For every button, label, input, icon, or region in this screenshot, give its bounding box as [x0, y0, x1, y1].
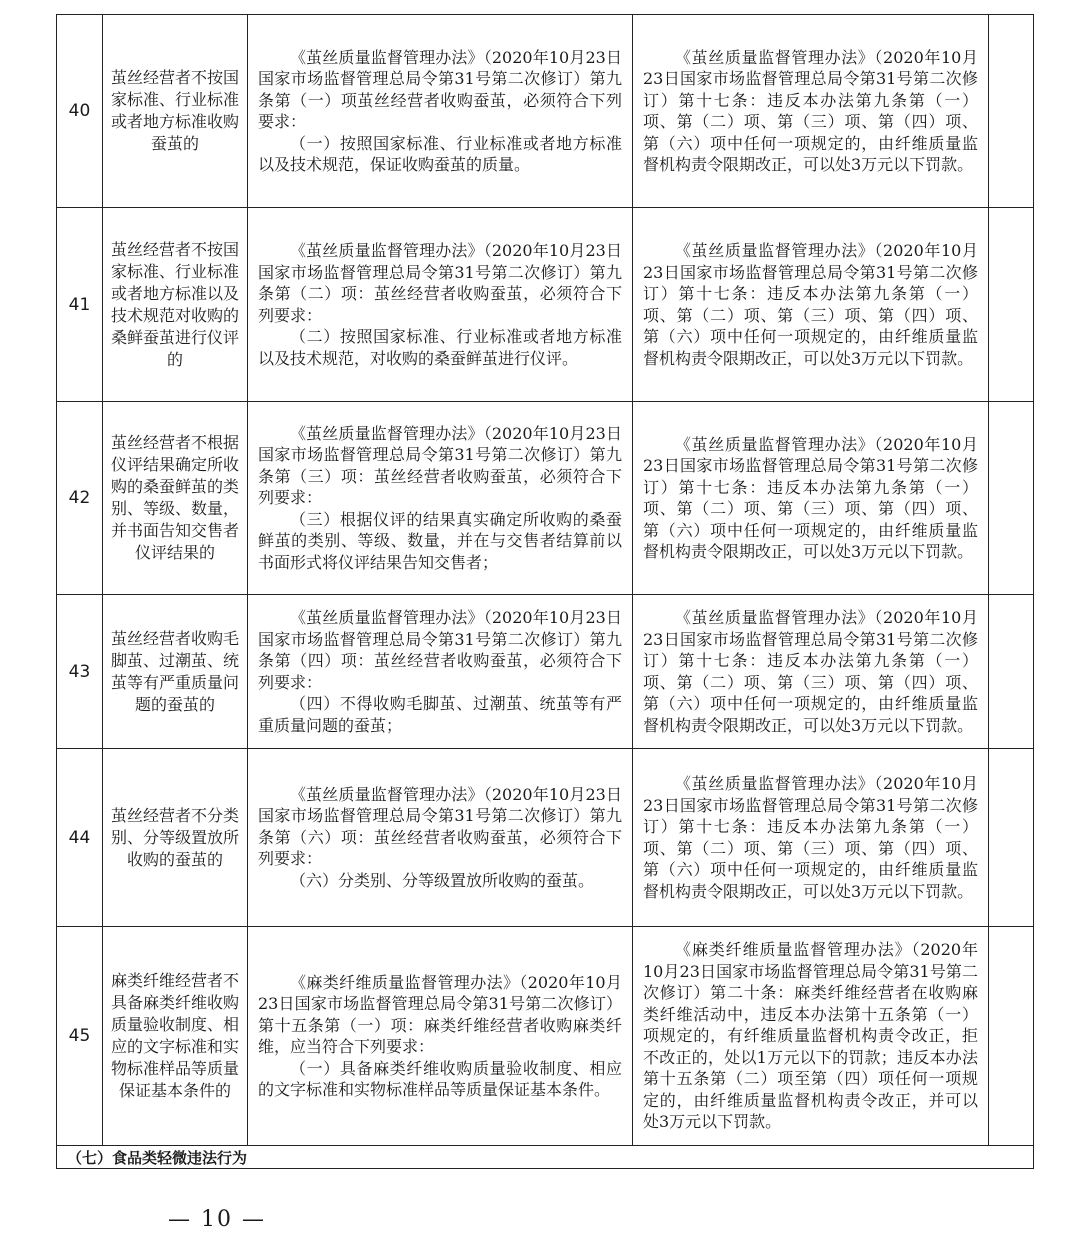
legal-basis-intro: 《茧丝质量监督管理办法》（2020年10月23日国家市场监督管理总局令第31号第二次修订）第九条第（二）项：茧丝经营者收购蚕茧，必须符合下列要求：	[258, 241, 622, 325]
legal-basis-intro: 《茧丝质量监督管理办法》（2020年10月23日国家市场监督管理总局令第31号第二次修订）第九条第（六）项：茧丝经营者收购蚕茧，必须符合下列要求：	[258, 784, 622, 869]
legal-basis-item: （四）不得收购毛脚茧、过潮茧、统茧等有严重质量问题的蚕茧；	[258, 694, 622, 735]
legal-basis	[248, 927, 633, 1146]
row-number: 43	[57, 595, 103, 749]
row-number: 44	[57, 749, 103, 927]
penalty-provision: 《茧丝质量监督管理办法》（2020年10月23日国家市场监督管理总局令第31号第二次修订）第十七条：违反本办法第九条第（一）项、第（二）项、第（三）项、第（四）项、第（六）项中任何一项规定的，由纤维质量监督机构责令限期改正，可以处3万元以下罚款。	[633, 15, 989, 208]
legal-basis-intro: 《茧丝质量监督管理办法》（2020年10月23日国家市场监督管理总局令第31号第二次修订）第九条第（三）项：茧丝经营者收购蚕茧，必须符合下列要求：	[258, 423, 622, 508]
violation-description: 茧丝经营者不按国家标准、行业标准或者地方标准以及技术规范对收购的桑鲜蚕茧进行仪评的	[103, 208, 248, 402]
penalty-provision: 《茧丝质量监督管理办法》（2020年10月23日国家市场监督管理总局令第31号第二次修订）第十七条：违反本办法第九条第（一）项、第（二）项、第（三）项、第（四）项、第（六）项中任何一项规定的，由纤维质量监督机构责令限期改正，可以处3万元以下罚款。	[633, 749, 989, 927]
table-row	[57, 927, 1034, 1146]
table-row	[57, 208, 1034, 402]
section-heading-row	[57, 1146, 1034, 1169]
legal-basis-intro: 《茧丝质量监督管理办法》（2020年10月23日国家市场监督管理总局令第31号第二次修订）第九条第（四）项：茧丝经营者收购蚕茧，必须符合下列要求：	[258, 608, 622, 692]
legal-basis	[248, 402, 633, 595]
penalty-provision: 《麻类纤维质量监督管理办法》（2020年10月23日国家市场监督管理总局令第31号第二次修订）第二十条：麻类纤维经营者在收购麻类纤维活动中，违反本办法第十五条第（一）项规定的，有纤维质量监督机构责令改正，拒不改正的，处以1万元以下的罚款；违反本办法第十五条第（二）项至第（四）项任何一项规定的，由纤维质量监督机构责令改正，并可以处3万元以下罚款。	[633, 927, 989, 1146]
table-row	[57, 15, 1034, 208]
row-number: 40	[57, 15, 103, 208]
legal-basis	[248, 749, 633, 927]
legal-basis-intro: 《麻类纤维质量监督管理办法》（2020年10月23日国家市场监督管理总局令第31号第二次修订）第十五条第（一）项：麻类纤维经营者收购麻类纤维，应当符合下列要求：	[258, 972, 622, 1056]
section-heading: （七）食品类轻微违法行为	[57, 1146, 1034, 1169]
row-number: 41	[57, 208, 103, 402]
legal-basis-item: （六）分类别、分等级置放所收购的蚕茧。	[290, 870, 595, 890]
empty-cell	[989, 595, 1034, 749]
empty-cell	[989, 749, 1034, 927]
legal-basis	[248, 15, 633, 208]
page-number: — 10 —	[168, 1207, 266, 1232]
table-row	[57, 402, 1034, 595]
penalty-provision: 《茧丝质量监督管理办法》（2020年10月23日国家市场监督管理总局令第31号第二次修订）第十七条：违反本办法第九条第（一）项、第（二）项、第（三）项、第（四）项、第（六）项中任何一项规定的，由纤维质量监督机构责令限期改正，可以处3万元以下罚款。	[633, 595, 989, 749]
legal-basis-item: （一）具备麻类纤维收购质量验收制度、相应的文字标准和实物标准样品等质量保证基本条件。	[258, 1058, 622, 1099]
legal-basis	[248, 595, 633, 749]
empty-cell	[989, 208, 1034, 402]
violation-description: 茧丝经营者不根据仪评结果确定所收购的桑蚕鲜茧的类别、等级、数量，并书面告知交售者仪评结果的	[103, 402, 248, 595]
empty-cell	[989, 927, 1034, 1146]
table-row	[57, 749, 1034, 927]
violation-description: 茧丝经营者收购毛脚茧、过潮茧、统茧等有严重质量问题的蚕茧的	[103, 595, 248, 749]
violation-description: 茧丝经营者不按国家标准、行业标准或者地方标准收购蚕茧的	[103, 15, 248, 208]
legal-basis-item: （二）按照国家标准、行业标准或者地方标准以及技术规范，对收购的桑蚕鲜茧进行仪评。	[258, 327, 622, 368]
row-number: 45	[57, 927, 103, 1146]
empty-cell	[989, 15, 1034, 208]
legal-basis-item: （三）根据仪评的结果真实确定所收购的桑蚕鲜茧的类别、等级、数量，并在与交售者结算前以书面形式将仪评结果告知交售者；	[258, 509, 622, 572]
violation-description: 茧丝经营者不分类别、分等级置放所收购的蚕茧的	[103, 749, 248, 927]
penalty-provision: 《茧丝质量监督管理办法》（2020年10月23日国家市场监督管理总局令第31号第二次修订）第十七条：违反本办法第九条第（一）项、第（二）项、第（三）项、第（四）项、第（六）项中任何一项规定的，由纤维质量监督机构责令限期改正，可以处3万元以下罚款。	[633, 208, 989, 402]
legal-basis	[248, 208, 633, 402]
empty-cell	[989, 402, 1034, 595]
row-number: 42	[57, 402, 103, 595]
table-row	[57, 595, 1034, 749]
legal-basis-item: （一）按照国家标准、行业标准或者地方标准以及技术规范，保证收购蚕茧的质量。	[258, 133, 622, 174]
legal-basis-intro: 《茧丝质量监督管理办法》（2020年10月23日国家市场监督管理总局令第31号第二次修订）第九条第（一）项茧丝经营者收购蚕茧，必须符合下列要求：	[258, 47, 622, 131]
violation-description: 麻类纤维经营者不具备麻类纤维收购质量验收制度、相应的文字标准和实物标准样品等质量保证基本条件的	[103, 927, 248, 1146]
regulation-table	[56, 14, 1034, 1169]
penalty-provision: 《茧丝质量监督管理办法》（2020年10月23日国家市场监督管理总局令第31号第二次修订）第十七条：违反本办法第九条第（一）项、第（二）项、第（三）项、第（四）项、第（六）项中任何一项规定的，由纤维质量监督机构责令限期改正，可以处3万元以下罚款。	[633, 402, 989, 595]
